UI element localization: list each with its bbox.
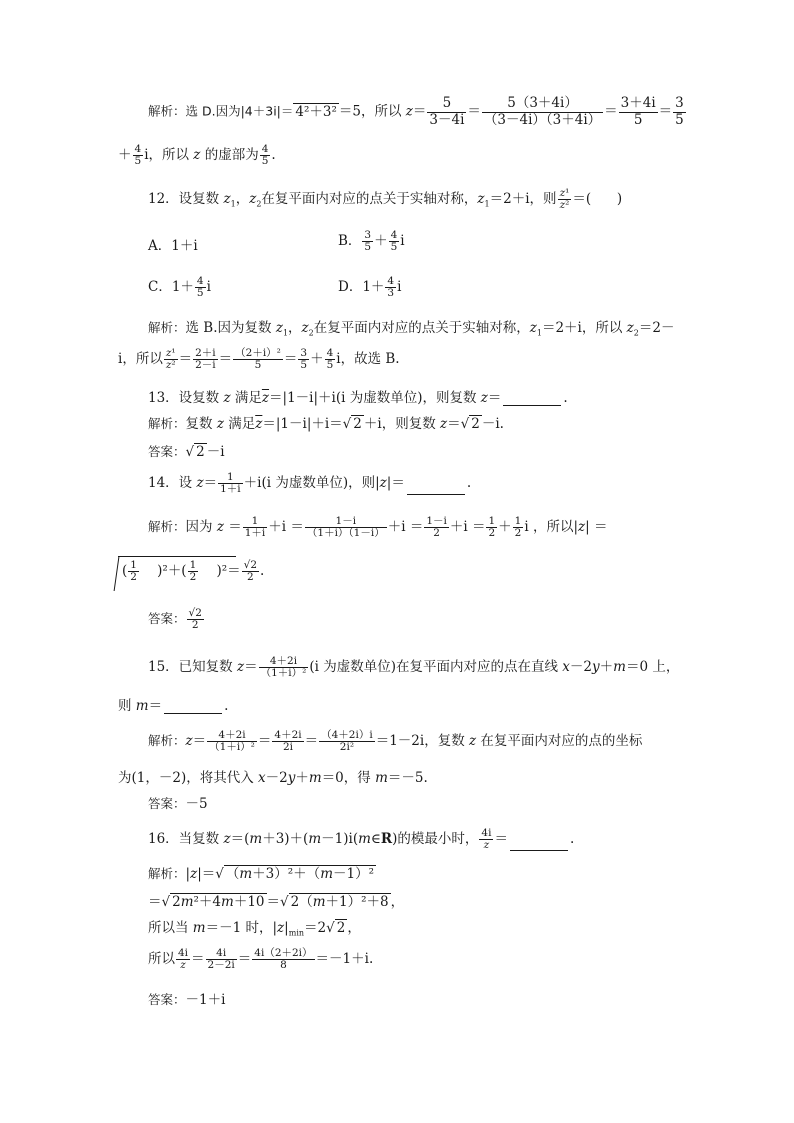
q12-solution-line1: 解析：选 B.因为复数 $z_1$，$z_2$在复平面内对应的点关于实轴对称，$z_1=2+i$，所以 $z_2=2-$ [148, 320, 675, 338]
q16-solution-line2: ＝√ 2m²＋4m＋10 ＝√ 2（m＋1）²＋8 ， [148, 894, 405, 910]
q12-option-c: C．1＋ $\frac{4}{5}$ i [148, 275, 211, 300]
q16-solution-line3: 所以当 m＝－1 时，$|z|_{min}=2√$ 2 ， [148, 920, 361, 938]
q14-solution-line2: ( $\frac{1}{2}$ )²＋( $\frac{1}{2}$ )²＝ $\frac{√2}{2}$ . [122, 559, 265, 584]
q15-stem-line2: 则 m＝ . [118, 698, 229, 714]
q16-solution-line1: 解析：|z|＝√ （m＋3）²＋（m－1）² [148, 866, 375, 882]
q11-solution-line1: 解析：选 D.因为|4＋3i|＝ 4²＋3² ＝5，所以 z＝ $\frac{5}{3-4i}$ ＝ $\frac{5(3+4i)}{(3-4i)(3+4i)}$ ＝ $\frac{3+4i}{5}$ ＝ $\frac{3}{5}$ [148, 95, 684, 128]
q14-stem: 14．设 z＝ $\frac{1}{1+i}$ ＋i(i 为虚数单位)，则|z|＝ . [148, 471, 472, 496]
q14-solution-line1: 解析：因为 z ＝ $\frac{1}{1+i}$ ＋i ＝ $\frac{1-i}{(1+i)(1-i)}$ ＋i ＝ $\frac{1-i}{2}$ ＋i ＝ $\frac{1}{2}$ ＋ $\frac{1}{2}$ i ，所以|z| ＝ [148, 515, 608, 540]
q13-stem: 13．设复数 z 满足$\overline{z}=|1-i|+i(i$ 为虚数单位)，则复数 z＝ . [148, 390, 568, 406]
q15-answer: 答案：－5 [148, 796, 208, 812]
q12-option-d: D．1＋ $\frac{4}{3}$ i [338, 275, 402, 300]
q15-stem: 15．已知复数 z＝ $\frac{4+2i}{\text{（1＋i）²}}$ (i 为虚数单位)在复平面内对应的点在直线 x－2y＋m＝0 上， [148, 655, 680, 680]
q12-option-a: A．1＋i [148, 238, 198, 254]
q14-answer: 答案： $\frac{√2}{2}$ [148, 607, 202, 632]
q11-solution-line2: ＋ $\frac{4}{5}$ i，所以 z 的虚部为 $\frac{4}{5}$ . [118, 143, 276, 168]
q15-solution-line2: 为(1，－2)，将其代入 x－2y＋m＝0，得 m＝－5. [118, 770, 428, 786]
q13-answer: 答案：√ 2 －i [148, 444, 225, 460]
q12-solution-line2: i，所以 $\frac{\text{z¹}}{\text{z²}}$ ＝ $\frac{2+i}{2-i}$ ＝ $\frac{\text{（2＋i）²}}{5}$ ＝ $\frac{3}{5}$ ＋ $\frac{4}{5}$ i，故选 B. [118, 347, 400, 372]
q12-stem: 12．设复数 $z_1$，$z_2$在复平面内对应的点关于实轴对称，$z_1=2+i$，则 $\frac{\text{z¹}}{\text{z²}}$ ＝( ) [148, 187, 623, 212]
q13-solution: 解析：复数 z 满足$\overline{z}=|1-i|+i=√$ 2 ＋i，则复数 z＝√ 2 －i. [148, 416, 504, 432]
q16-answer: 答案：－1＋i [148, 992, 226, 1008]
q16-stem: 16．当复数 z＝(m＋3)＋(m－1)i(m∈R)的模最小时， $\frac{4i}{z}$ ＝ . [148, 827, 575, 852]
q16-solution-line4: 所以 $\frac{4i}{z}$ ＝ $\frac{4i}{2-2i}$ ＝ $\frac{4i(2+2i)}{8}$ ＝－1＋i. [148, 947, 374, 972]
q12-option-b: B． $\frac{3}{5}$ ＋ $\frac{4}{5}$ i [338, 229, 405, 254]
q15-solution-line1: 解析：z＝ $\frac{4+2i}{\text{（1＋i）²}}$ ＝ $\frac{4+2i}{2i}$ ＝ $\frac{(4+2i)i}{\text{2i²}}$ ＝1－2i，复数 z 在复平面内对应的点的坐标 [148, 729, 643, 754]
